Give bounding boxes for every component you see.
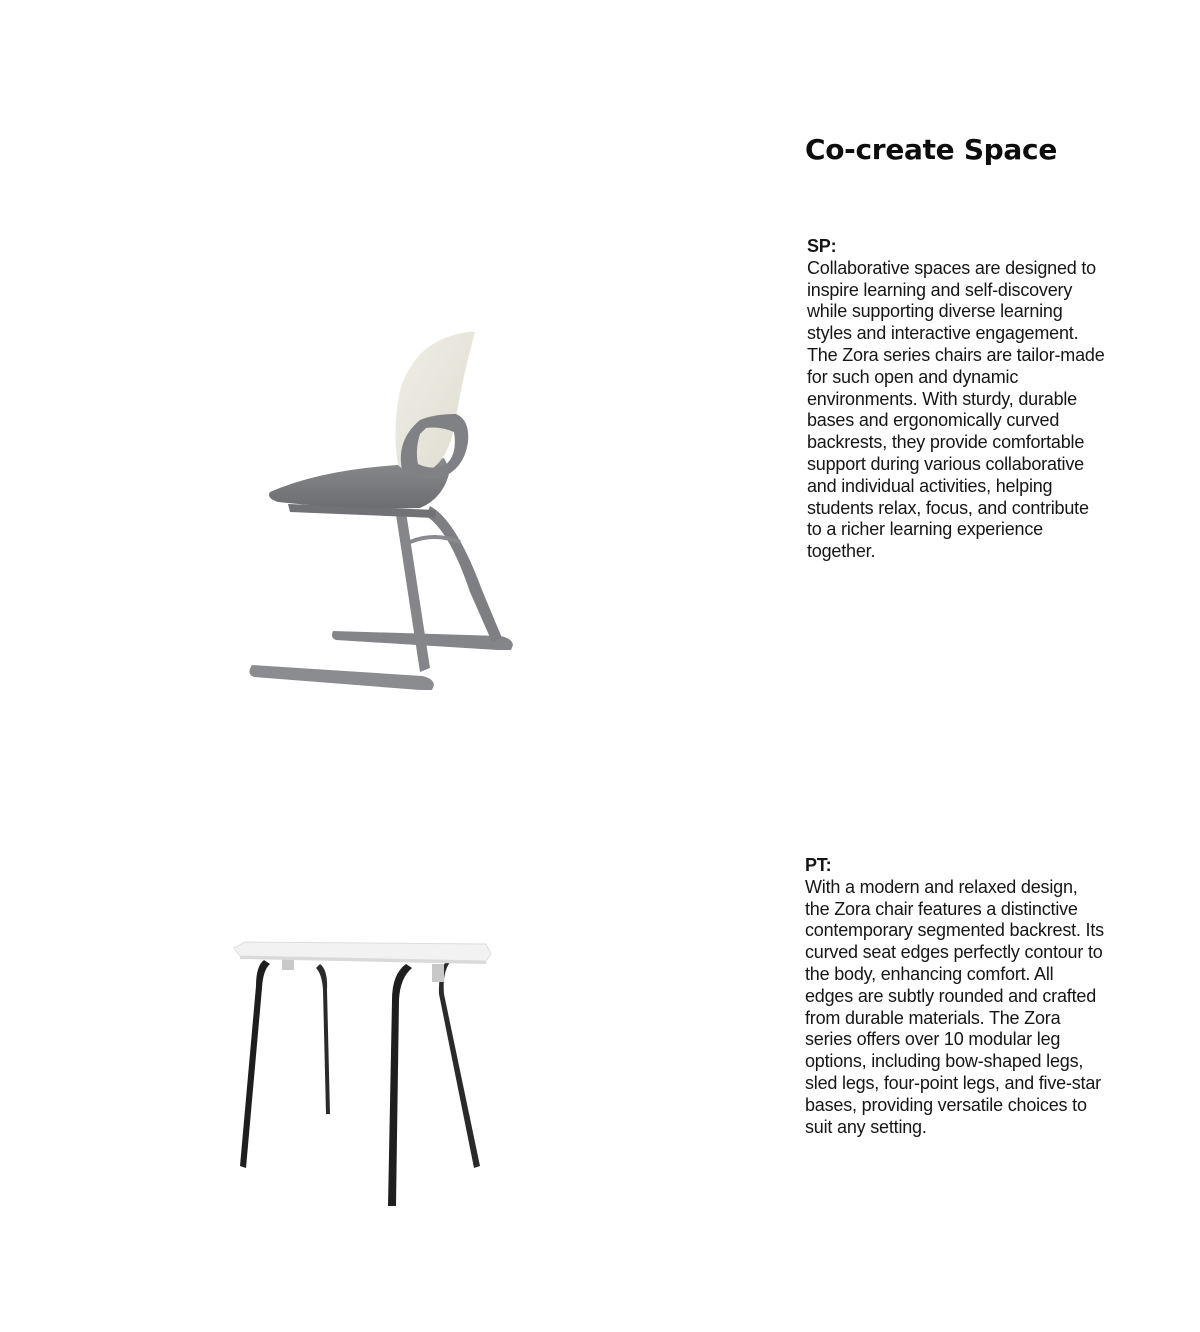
section-label: PT:: [805, 855, 832, 875]
section-pt: [805, 855, 1105, 1138]
chair-drawing: [249, 332, 513, 690]
page-title: Co-create Space: [805, 133, 1058, 166]
chair-image: [230, 320, 540, 700]
section-text: With a modern and relaxed design, the Zora chair features a distinctive contemporary segmented backrest. Its curved seat edges perfectly contour to the body, enhancing comfort. All edges are subtly rounded and crafted from durable materials. The Zora series offers over 10 modular leg options, including bow-shaped legs, sled legs, four-point legs, and five-star bases, providing versatile choices to suit any setting.: [805, 876, 1104, 1137]
desk-image: [220, 930, 510, 1220]
section-sp: [807, 236, 1107, 563]
section-label: SP:: [807, 236, 837, 256]
desk-drawing: [234, 942, 491, 1206]
section-text: Collaborative spaces are designed to inspire learning and self-discovery while supporting diverse learning styles and interactive engagement. The Zora series chairs are tailor-made for such open and dynamic environments. With sturdy, durable bases and ergonomically curved backrests, they provide comfortable support during various collaborative and individual activities, helping students relax, focus, and contribute to a richer learning experience together.: [807, 257, 1105, 562]
